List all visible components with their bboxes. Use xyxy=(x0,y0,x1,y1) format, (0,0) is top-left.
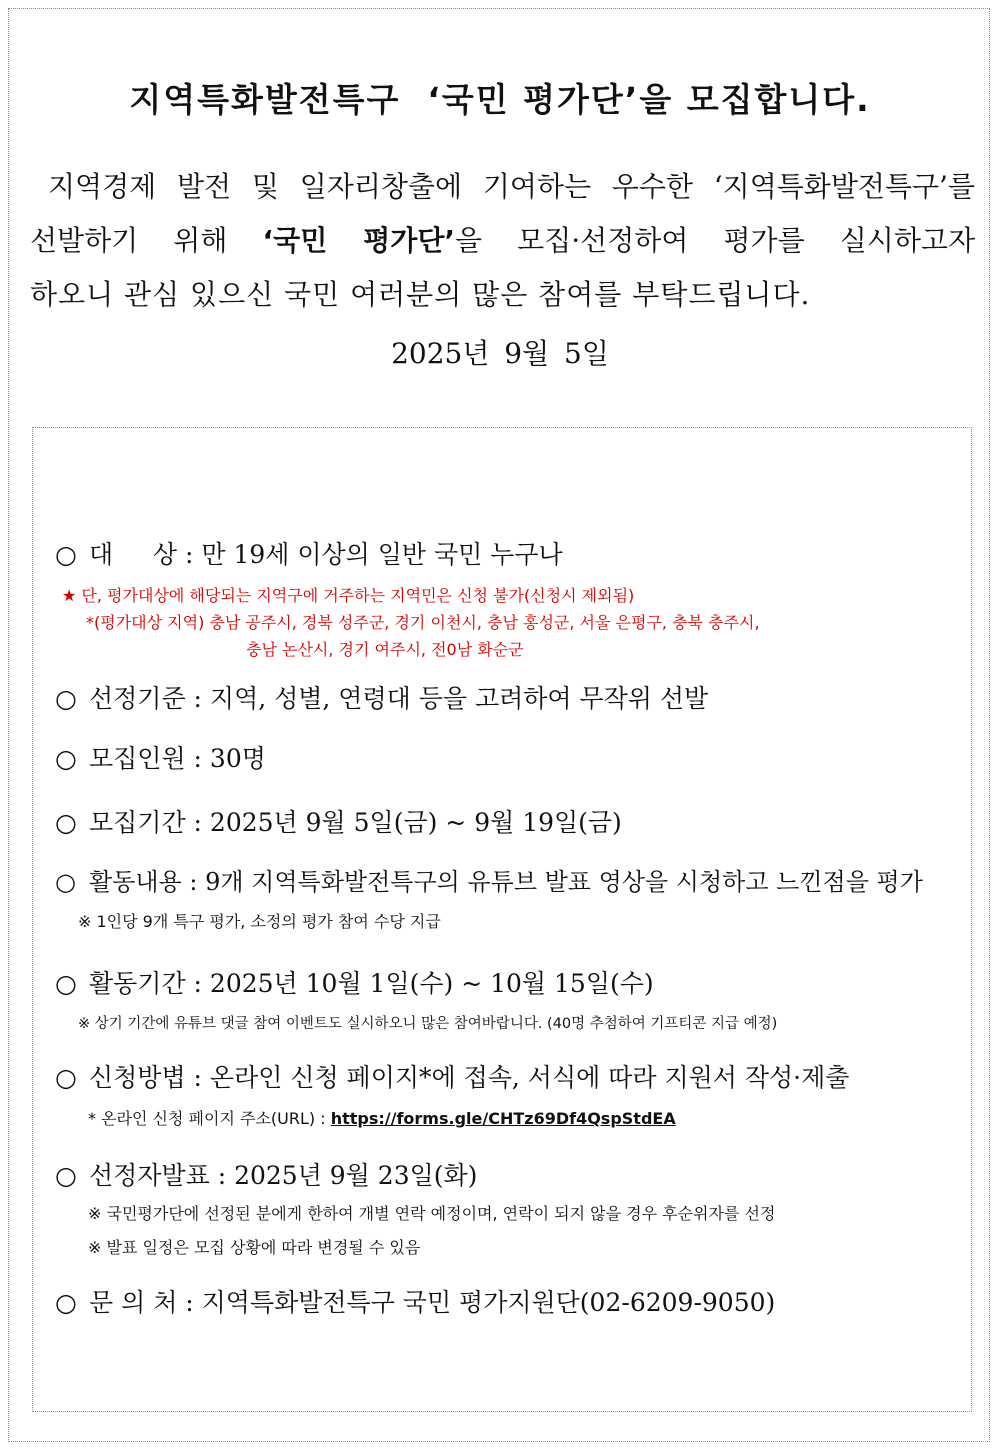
item-method-text: 신청방볍 : 온라인 신청 페이지*에 접속, 서식에 따라 지원서 작성·제출 xyxy=(89,1063,850,1092)
method-note-label: * 온라인 신청 페이지 주소(URL) : xyxy=(88,1109,331,1128)
item-period-text: 모집기간 : 2025년 9월 5일(금) ~ 9월 19일(금) xyxy=(89,808,622,837)
bullet-circle-icon: ○ xyxy=(55,540,77,569)
intro-line-2-pre: 선발하기 위해 xyxy=(30,224,263,257)
bullet-circle-icon: ○ xyxy=(55,808,77,837)
item-method xyxy=(55,1058,849,1094)
item-activity-period xyxy=(55,964,654,1000)
intro-line-2 xyxy=(30,214,975,268)
bullet-circle-icon: ○ xyxy=(55,1161,77,1190)
item-contact xyxy=(55,1283,775,1319)
item-activity xyxy=(55,862,923,897)
item-announce-text: 선정자발표 : 2025년 9월 23일(화) xyxy=(89,1161,478,1190)
intro-bold-text: ‘국민 평가단’ xyxy=(262,224,456,257)
intro-line-3: 하오니 관심 있으신 국민 여러분의 많은 참여를 부탁드립니다. xyxy=(30,278,811,311)
bullet-circle-icon: ○ xyxy=(55,744,77,773)
item-criteria-text: 선정기준 : 지역, 성별, 연령대 등을 고려하여 무작위 선발 xyxy=(89,684,709,713)
item-criteria xyxy=(55,679,708,715)
activity-note: ※ 1인당 9개 특구 평가, 소정의 평가 참여 수당 지급 xyxy=(78,912,441,931)
bullet-circle-icon: ○ xyxy=(55,868,76,896)
item-target xyxy=(55,535,563,571)
announce-note-2: ※ 발표 일정은 모집 상황에 따라 변경될 수 있음 xyxy=(88,1238,421,1257)
bullet-circle-icon: ○ xyxy=(55,1288,77,1317)
target-note-regions-cont: 충남 논산시, 경기 여주시, 전0남 화순군 xyxy=(246,640,524,659)
bullet-circle-icon: ○ xyxy=(55,684,77,713)
intro-paragraph xyxy=(30,160,975,322)
item-count xyxy=(55,739,266,775)
item-count-text: 모집인원 : 30명 xyxy=(89,744,266,773)
application-form-link[interactable]: https://forms.gle/CHTz69Df4QspStdEA xyxy=(330,1109,676,1128)
target-note-regions: *(평가대상 지역) 충남 공주시, 경북 성주군, 경기 이천시, 충남 홍성군, 서울 은평구, 충북 충주시, xyxy=(86,613,760,632)
item-period xyxy=(55,803,622,839)
bullet-circle-icon: ○ xyxy=(55,1063,77,1092)
page-title: 지역특화발전특구 ‘국민 평가단’을 모집합니다. xyxy=(129,80,871,119)
intro-line-2-post: 을 모집·선정하여 평가를 실시하고자 xyxy=(455,224,975,257)
announcement-date: 2025년 9월 5일 xyxy=(391,337,609,370)
item-contact-text: 문 의 처 : 지역특화발전특구 국민 평가지원단(02-6209-9050) xyxy=(89,1288,776,1317)
bullet-circle-icon: ○ xyxy=(55,969,77,998)
item-target-text: 대 상 : 만 19세 이상의 일반 국민 누구나 xyxy=(89,540,563,569)
activity-period-note: ※ 상기 기간에 유튜브 댓글 참여 이벤트도 실시하오니 많은 참여바랍니다. (40명 추첨하여 기프티콘 지급 예정) xyxy=(78,1016,778,1032)
item-activity-text: 활동내용 : 9개 지역특화발전특구의 유튜브 발표 영상을 시청하고 느낀점을 평가 xyxy=(89,868,923,896)
announce-note-1: ※ 국민평가단에 선정된 분에게 한하여 개별 연락 예정이며, 연락이 되지 않을 경우 후순위자를 선정 xyxy=(88,1204,776,1223)
method-note xyxy=(88,1106,676,1129)
target-note-warning: ★ 단, 평가대상에 해당되는 지역구에 거주하는 지역민은 신청 불가(신청시 제외됨) xyxy=(62,586,635,605)
item-announce xyxy=(55,1156,477,1192)
item-activity-period-text: 활동기간 : 2025년 10월 1일(수) ~ 10월 15일(수) xyxy=(89,969,654,998)
intro-line-1: 지역경제 발전 및 일자리창출에 기여하는 우수한 ‘지역특화발전특구’를 xyxy=(48,170,975,203)
